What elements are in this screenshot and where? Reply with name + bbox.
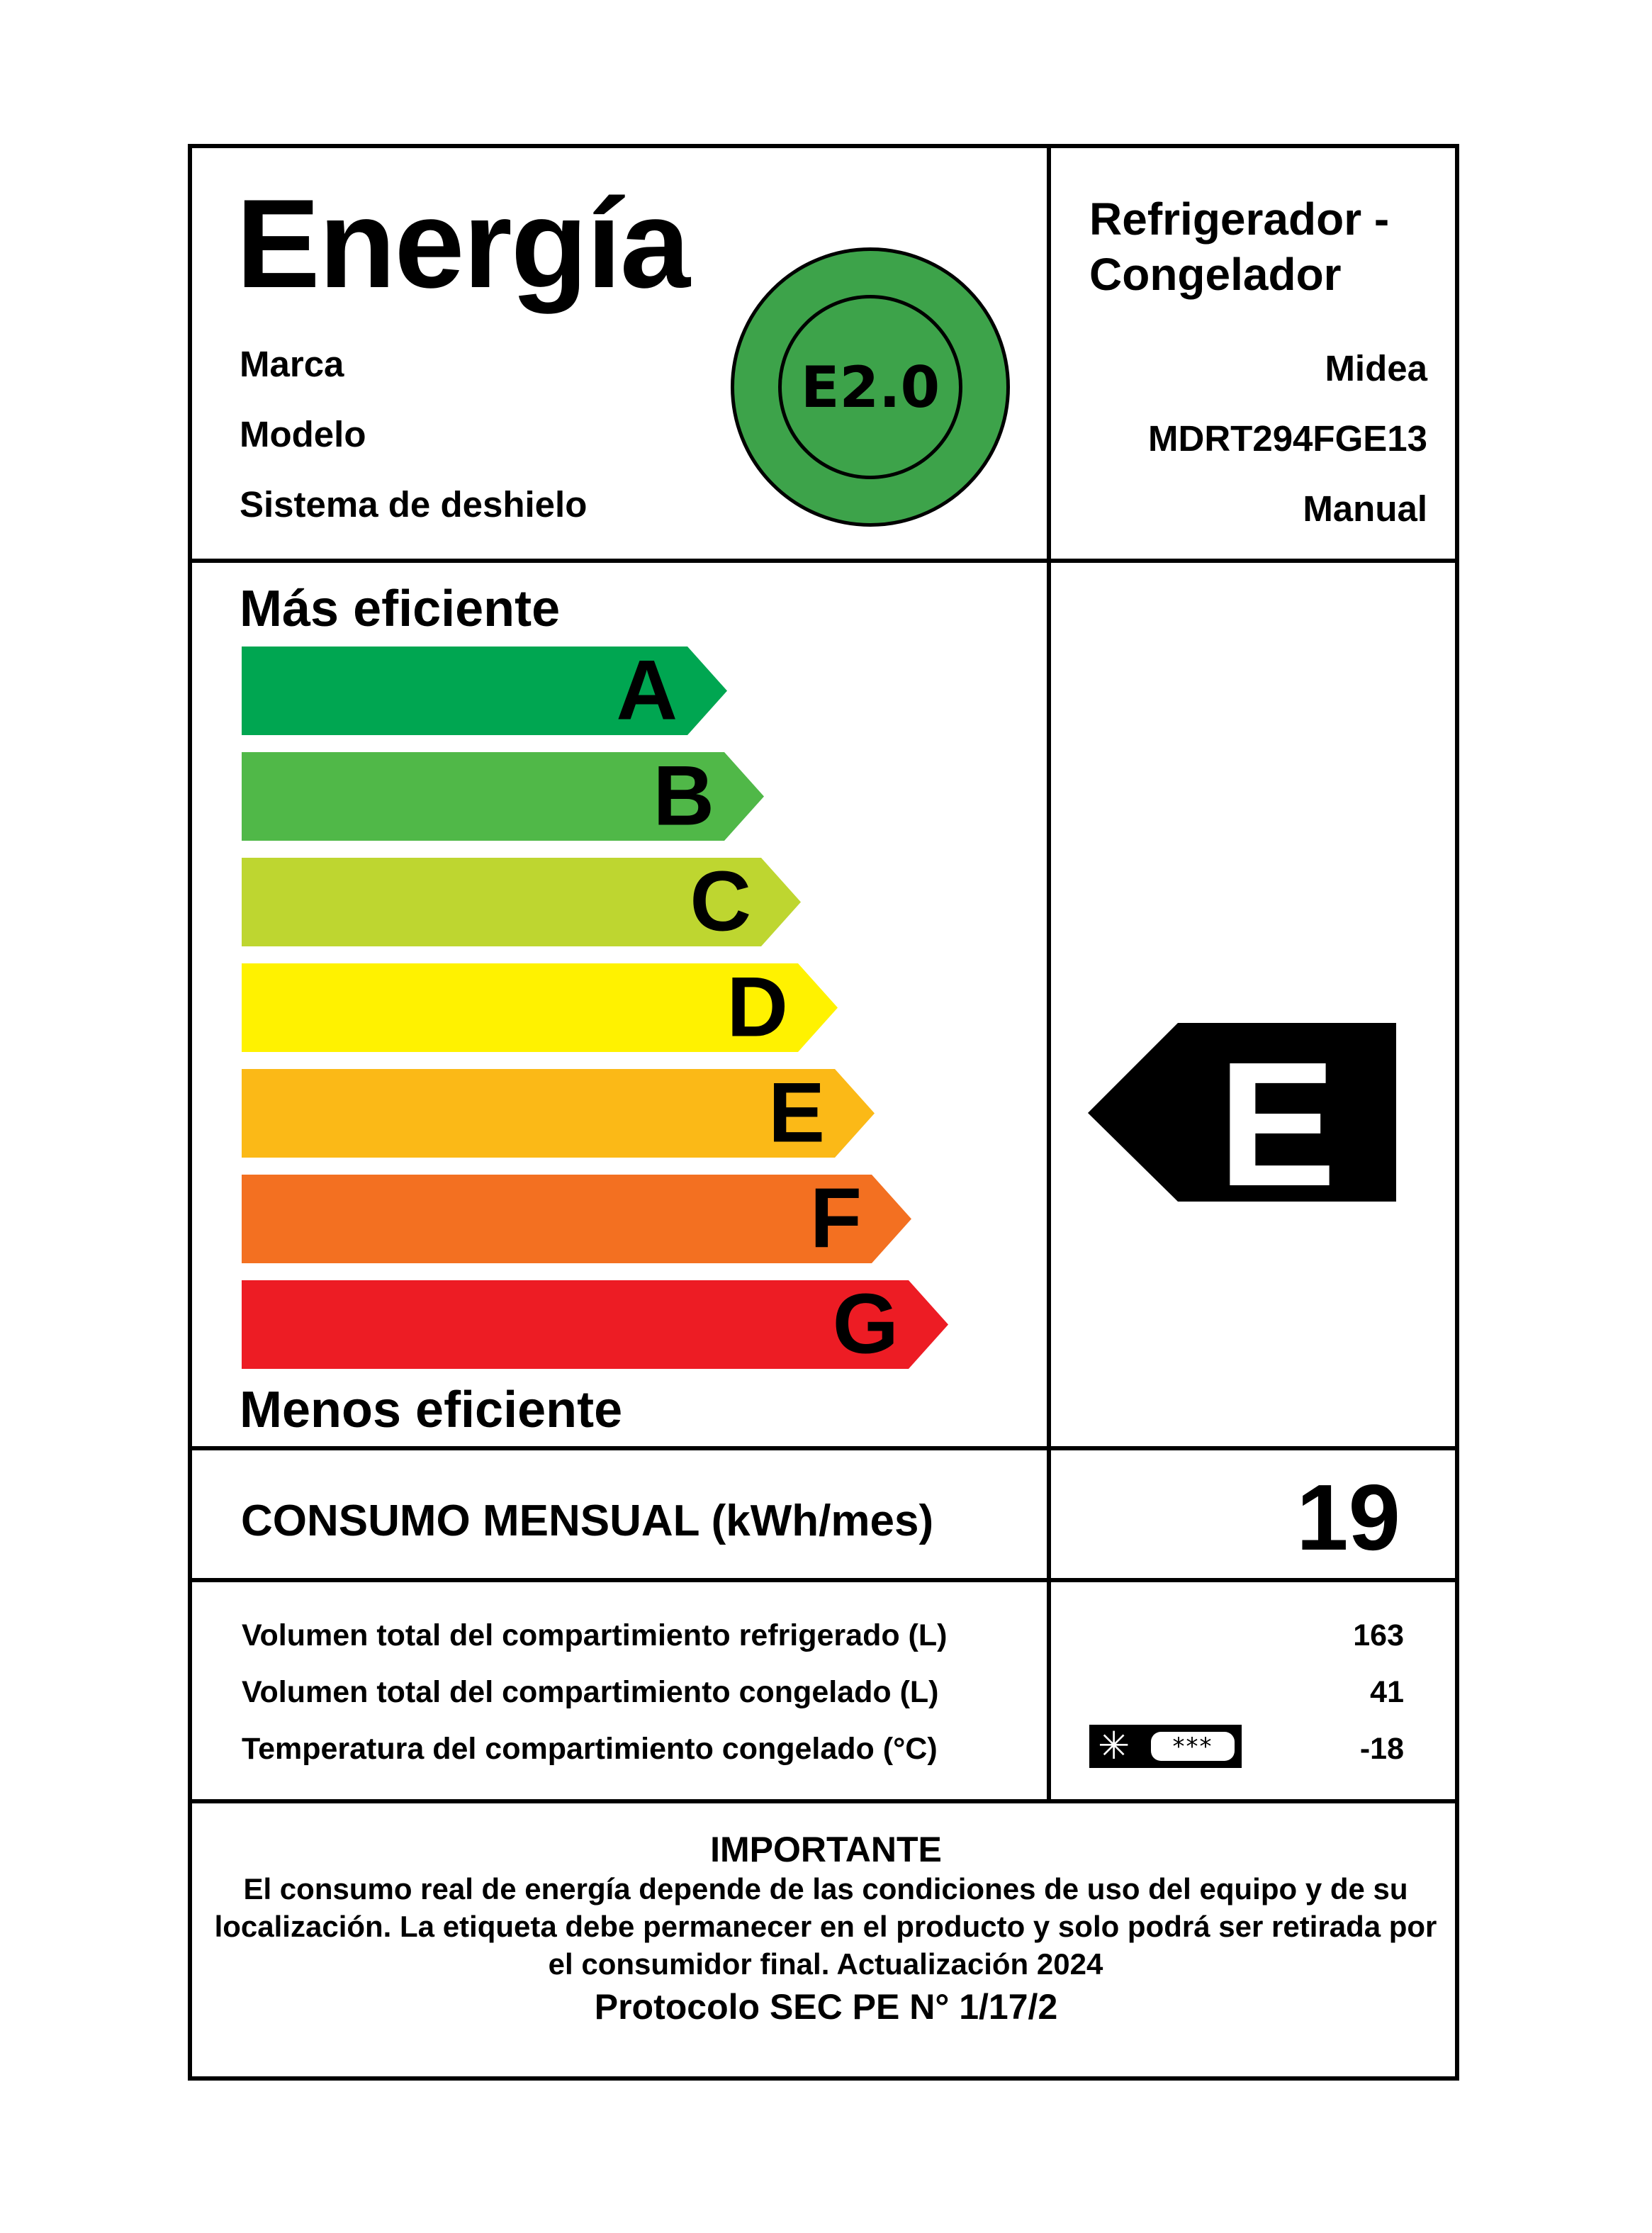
most-efficient-label: Más eficiente	[240, 581, 561, 637]
scale-letter-a: A	[616, 642, 678, 738]
scale-letter-c: C	[690, 854, 751, 949]
snowflake-icon: ✳	[1098, 1723, 1130, 1768]
scale-letter-f: F	[809, 1170, 862, 1266]
defrost-label: Sistema de deshielo	[240, 484, 588, 525]
model-value: MDRT294FGE13	[1148, 418, 1427, 459]
spec-label-congelado: Volumen total del compartimiento congelado (L)	[242, 1675, 939, 1709]
spec-value-temperatura: -18	[1359, 1732, 1404, 1766]
scale-letter-e: E	[768, 1065, 825, 1160]
protocol-text: Protocolo SEC PE N° 1/17/2	[594, 1987, 1058, 2027]
consumo-value: 19	[1296, 1465, 1400, 1569]
spec-value-congelado: 41	[1370, 1675, 1404, 1709]
important-body: El consumo real de energía depende de las condiciones de uso del equipo y de su localización. La etiqueta debe permanecer en el producto y solo podrá ser retirada por el consumidor final. Actualización 2024	[214, 1872, 1437, 1981]
page-title: Energía	[236, 173, 689, 314]
brand-value: Midea	[1325, 348, 1427, 388]
scale-letter-d: D	[726, 959, 788, 1055]
least-efficient-label: Menos eficiente	[240, 1382, 623, 1438]
consumo-label: CONSUMO MENSUAL (kWh/mes)	[241, 1496, 934, 1545]
freezer-star-rating	[1089, 1725, 1242, 1768]
spec-label-refrigerado: Volumen total del compartimiento refrigerado (L)	[242, 1618, 948, 1652]
freezer-stars: ***	[1151, 1732, 1235, 1761]
important-title: IMPORTANTE	[710, 1830, 942, 1869]
spec-label-temperatura: Temperatura del compartimiento congelado (°C)	[242, 1732, 938, 1766]
scale-letter-g: G	[832, 1276, 899, 1372]
appliance-category: Refrigerador - Congelador	[1089, 194, 1390, 300]
brand-label: Marca	[240, 344, 344, 384]
defrost-value: Manual	[1303, 488, 1427, 529]
badge-text: E2.0	[800, 354, 940, 420]
scale-letter-b: B	[653, 748, 714, 844]
rating-letter: E	[1218, 1025, 1337, 1223]
spec-value-refrigerado: 163	[1353, 1618, 1404, 1652]
model-label: Modelo	[240, 414, 366, 454]
